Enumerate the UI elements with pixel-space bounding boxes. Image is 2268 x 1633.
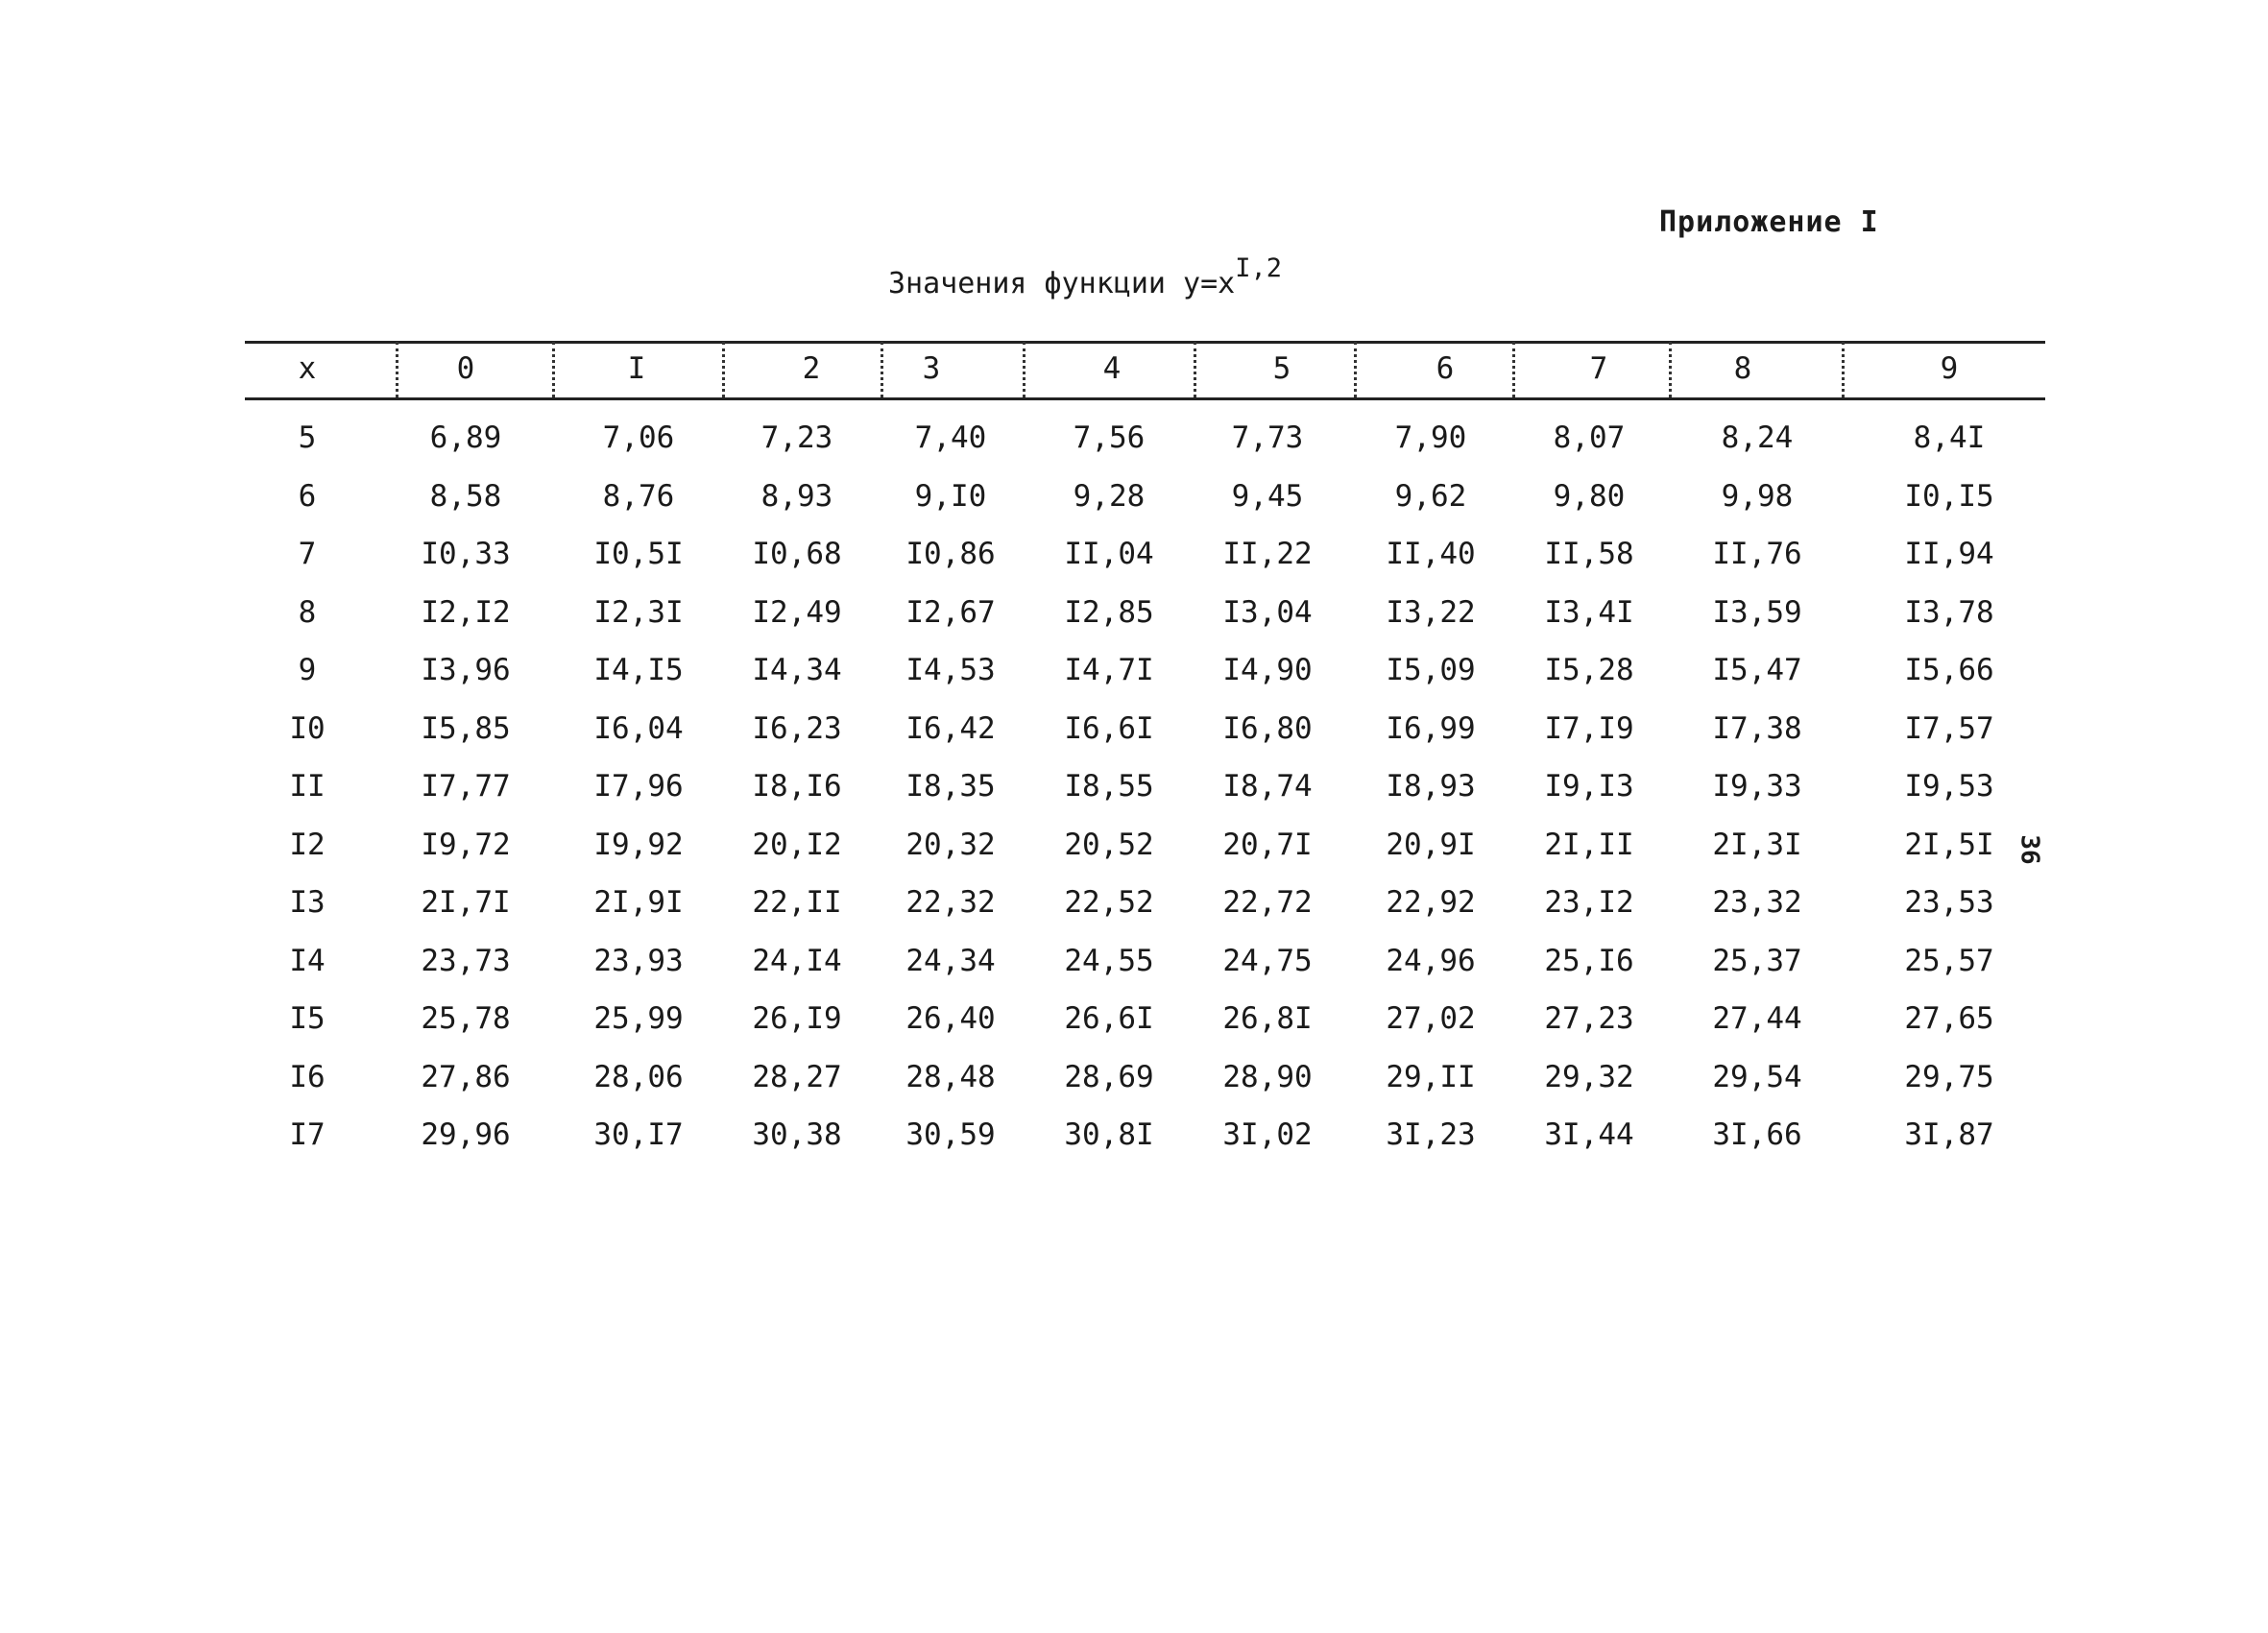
row-x-value: I7 xyxy=(289,1117,326,1152)
page-number: 36 xyxy=(2015,834,2044,865)
header-digit-3: 3 xyxy=(922,351,941,386)
table-cell: I8,74 xyxy=(1222,769,1313,804)
table-cell: II,40 xyxy=(1386,537,1476,571)
table-cell: 24,75 xyxy=(1222,943,1313,978)
header-digit-6: 6 xyxy=(1436,351,1455,386)
table-cell: 25,57 xyxy=(1904,943,1994,978)
table-cell: 22,32 xyxy=(905,885,996,920)
table-cell: 7,73 xyxy=(1231,420,1304,455)
table-cell: II,58 xyxy=(1544,537,1634,571)
table-cell: 27,86 xyxy=(421,1059,511,1094)
table-cell: II,04 xyxy=(1064,537,1154,571)
table-cell: 23,73 xyxy=(421,943,511,978)
table-cell: I4,7I xyxy=(1064,653,1154,687)
table-cell: 24,55 xyxy=(1064,943,1154,978)
table-cell: 29,54 xyxy=(1712,1059,1802,1094)
table-cell: 3I,02 xyxy=(1222,1117,1313,1152)
table-cell: 20,9I xyxy=(1386,827,1476,862)
table-cell: I5,85 xyxy=(421,710,511,746)
header-digit-I: I xyxy=(627,351,646,386)
table-cell: 26,6I xyxy=(1064,1001,1154,1036)
row-x-value: 6 xyxy=(298,478,317,514)
table-cell: II,94 xyxy=(1904,537,1994,571)
table-cell: I6,42 xyxy=(905,710,996,746)
table-cell: I9,I3 xyxy=(1544,769,1634,804)
table-cell: 24,96 xyxy=(1386,943,1476,978)
table-cell: I3,78 xyxy=(1904,594,1994,630)
column-separator xyxy=(722,342,725,397)
table-cell: I4,I5 xyxy=(593,653,684,687)
table-top-rule xyxy=(245,341,2045,344)
table-cell: 26,8I xyxy=(1222,1001,1313,1036)
table-cell: 27,02 xyxy=(1386,1001,1476,1036)
table-cell: 25,78 xyxy=(421,1001,511,1036)
table-cell: 22,II xyxy=(752,885,842,920)
table-cell: I0,86 xyxy=(905,537,996,571)
table-cell: 23,53 xyxy=(1904,885,1994,920)
header-digit-4: 4 xyxy=(1102,351,1122,386)
table-cell: 30,59 xyxy=(905,1117,996,1152)
table-cell: 7,90 xyxy=(1394,420,1467,455)
table-cell: 8,58 xyxy=(429,478,502,514)
table-cell: 9,45 xyxy=(1231,478,1304,514)
table-cell: I5,09 xyxy=(1386,653,1476,687)
table-cell: 25,I6 xyxy=(1544,943,1634,978)
table-cell: I4,90 xyxy=(1222,653,1313,687)
table-cell: I9,72 xyxy=(421,827,511,862)
table-cell: 6,89 xyxy=(429,420,502,455)
table-cell: 24,34 xyxy=(905,943,996,978)
table-cell: 8,76 xyxy=(602,478,675,514)
table-title xyxy=(888,253,1283,300)
table-cell: 8,4I xyxy=(1913,420,1986,455)
table-cell: 2I,9I xyxy=(593,885,684,920)
table-cell: I2,I2 xyxy=(421,594,511,630)
row-x-value: I3 xyxy=(289,885,326,920)
table-cell: I8,55 xyxy=(1064,769,1154,804)
row-x-value: I0 xyxy=(289,710,326,746)
table-cell: I0,I5 xyxy=(1904,478,1994,514)
table-cell: 2I,7I xyxy=(421,885,511,920)
row-x-value: 5 xyxy=(298,420,317,455)
table-cell: 8,07 xyxy=(1553,420,1626,455)
table-cell: 23,93 xyxy=(593,943,684,978)
table-cell: I5,47 xyxy=(1712,653,1802,687)
table-cell: I3,4I xyxy=(1544,594,1634,630)
table-cell: 7,56 xyxy=(1073,420,1146,455)
table-cell: 28,27 xyxy=(752,1059,842,1094)
table-cell: I6,6I xyxy=(1064,710,1154,746)
row-x-value: I4 xyxy=(289,943,326,978)
table-cell: I7,57 xyxy=(1904,710,1994,746)
row-x-value: 9 xyxy=(298,653,317,687)
table-cell: 23,32 xyxy=(1712,885,1802,920)
table-cell: 26,40 xyxy=(905,1001,996,1036)
table-cell: 23,I2 xyxy=(1544,885,1634,920)
table-cell: 25,99 xyxy=(593,1001,684,1036)
table-cell: II,22 xyxy=(1222,537,1313,571)
table-cell: 2I,II xyxy=(1544,827,1634,862)
table-cell: 3I,23 xyxy=(1386,1117,1476,1152)
row-x-value: 8 xyxy=(298,594,317,630)
table-cell: I8,I6 xyxy=(752,769,842,804)
table-cell: I7,77 xyxy=(421,769,511,804)
row-x-value: II xyxy=(289,769,326,804)
header-digit-0: 0 xyxy=(456,351,475,386)
table-cell: I9,53 xyxy=(1904,769,1994,804)
table-cell: 30,38 xyxy=(752,1117,842,1152)
table-cell: 3I,66 xyxy=(1712,1117,1802,1152)
table-cell: 20,7I xyxy=(1222,827,1313,862)
table-cell: II,76 xyxy=(1712,537,1802,571)
column-separator xyxy=(1842,342,1845,397)
table-cell: 7,40 xyxy=(914,420,987,455)
table-cell: 29,96 xyxy=(421,1117,511,1152)
column-separator xyxy=(1194,342,1196,397)
table-cell: 24,I4 xyxy=(752,943,842,978)
table-cell: 8,93 xyxy=(760,478,833,514)
table-cell: 9,62 xyxy=(1394,478,1467,514)
table-cell: 22,52 xyxy=(1064,885,1154,920)
table-cell: 28,06 xyxy=(593,1059,684,1094)
table-cell: 22,92 xyxy=(1386,885,1476,920)
table-cell: 22,72 xyxy=(1222,885,1313,920)
table-cell: 29,75 xyxy=(1904,1059,1994,1094)
header-digit-7: 7 xyxy=(1589,351,1608,386)
appendix-label: Приложение I xyxy=(1659,205,1879,239)
header-x: x xyxy=(298,351,317,386)
table-cell: 29,II xyxy=(1386,1059,1476,1094)
row-x-value: I2 xyxy=(289,827,326,862)
table-cell: I6,99 xyxy=(1386,710,1476,746)
table-cell: 8,24 xyxy=(1721,420,1794,455)
table-cell: I5,66 xyxy=(1904,653,1994,687)
table-cell: 2I,5I xyxy=(1904,827,1994,862)
table-cell: 7,23 xyxy=(760,420,833,455)
table-cell: 3I,87 xyxy=(1904,1117,1994,1152)
table-cell: I0,68 xyxy=(752,537,842,571)
table-cell: I2,67 xyxy=(905,594,996,630)
table-cell: I3,04 xyxy=(1222,594,1313,630)
table-cell: 28,48 xyxy=(905,1059,996,1094)
table-cell: 27,65 xyxy=(1904,1001,1994,1036)
table-cell: 26,I9 xyxy=(752,1001,842,1036)
table-cell: 9,I0 xyxy=(914,478,987,514)
table-title-text: Значения функции y=x xyxy=(888,267,1236,300)
table-cell: I3,22 xyxy=(1386,594,1476,630)
table-cell: 28,69 xyxy=(1064,1059,1154,1094)
table-cell: 3I,44 xyxy=(1544,1117,1634,1152)
table-cell: 9,80 xyxy=(1553,478,1626,514)
header-digit-8: 8 xyxy=(1733,351,1752,386)
table-cell: I0,5I xyxy=(593,537,684,571)
table-cell: I8,35 xyxy=(905,769,996,804)
table-cell: I7,96 xyxy=(593,769,684,804)
table-header-rule xyxy=(245,397,2045,400)
table-cell: I3,96 xyxy=(421,653,511,687)
table-cell: 25,37 xyxy=(1712,943,1802,978)
column-separator xyxy=(1354,342,1357,397)
table-cell: I3,59 xyxy=(1712,594,1802,630)
table-cell: I2,3I xyxy=(593,594,684,630)
table-cell: I2,49 xyxy=(752,594,842,630)
table-cell: I9,33 xyxy=(1712,769,1802,804)
table-cell: 7,06 xyxy=(602,420,675,455)
table-cell: 20,I2 xyxy=(752,827,842,862)
table-cell: I4,53 xyxy=(905,653,996,687)
table-cell: I2,85 xyxy=(1064,594,1154,630)
table-cell: 9,28 xyxy=(1073,478,1146,514)
table-cell: 30,8I xyxy=(1064,1117,1154,1152)
row-x-value: 7 xyxy=(298,537,317,571)
table-cell: 2I,3I xyxy=(1712,827,1802,862)
table-cell: 20,32 xyxy=(905,827,996,862)
table-cell: I8,93 xyxy=(1386,769,1476,804)
table-cell: I6,23 xyxy=(752,710,842,746)
table-cell: 9,98 xyxy=(1721,478,1794,514)
table-cell: I6,80 xyxy=(1222,710,1313,746)
table-cell: I7,I9 xyxy=(1544,710,1634,746)
header-digit-5: 5 xyxy=(1272,351,1291,386)
column-separator xyxy=(1023,342,1025,397)
table-cell: I7,38 xyxy=(1712,710,1802,746)
table-cell: 27,23 xyxy=(1544,1001,1634,1036)
table-cell: I6,04 xyxy=(593,710,684,746)
column-separator xyxy=(552,342,555,397)
table-cell: I5,28 xyxy=(1544,653,1634,687)
row-x-value: I5 xyxy=(289,1001,326,1036)
table-cell: 27,44 xyxy=(1712,1001,1802,1036)
table-cell: 29,32 xyxy=(1544,1059,1634,1094)
table-cell: I9,92 xyxy=(593,827,684,862)
table-cell: 28,90 xyxy=(1222,1059,1313,1094)
table-cell: 20,52 xyxy=(1064,827,1154,862)
table-cell: I0,33 xyxy=(421,537,511,571)
table-cell: I4,34 xyxy=(752,653,842,687)
header-digit-9: 9 xyxy=(1940,351,1959,386)
table-title-exponent: I,2 xyxy=(1235,253,1283,283)
header-digit-2: 2 xyxy=(802,351,821,386)
table-cell: 30,I7 xyxy=(593,1117,684,1152)
row-x-value: I6 xyxy=(289,1059,326,1094)
